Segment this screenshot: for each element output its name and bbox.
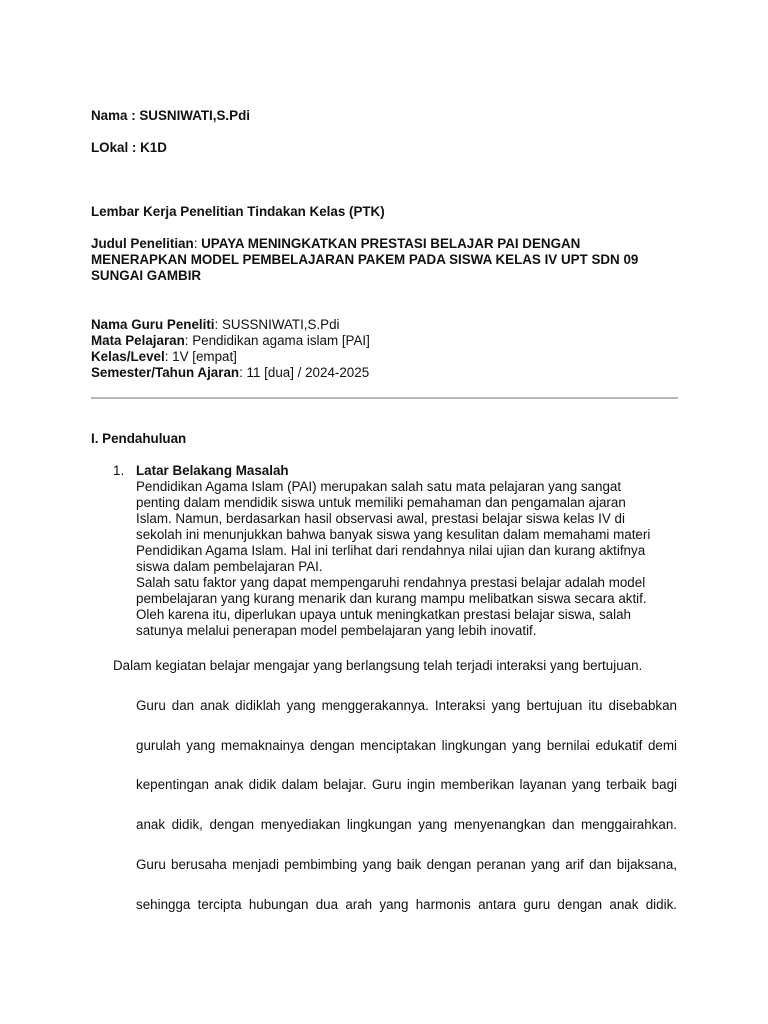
semester-value: : 11 [dua] / 2024-2025 <box>239 365 370 380</box>
list-number: 1. <box>113 463 125 478</box>
paragraph-line: siswa dalam pembelajaran PAI. <box>136 559 323 574</box>
horizontal-divider <box>91 397 678 399</box>
double-spaced-first-line: Dalam kegiatan belajar mengajar yang berlangsung telah terjadi interaksi yang bertujuan. <box>113 658 643 673</box>
document-title: Lembar Kerja Penelitian Tindakan Kelas (PTK) <box>91 204 385 219</box>
paragraph-line: Salah satu faktor yang dapat mempengaruhi rendahnya prestasi belajar adalah model <box>136 575 646 590</box>
paragraph-line: anak didik, dengan menyediakan lingkungan yang menyenangkan dan menggairahkan. <box>136 817 677 833</box>
kelas-label: Kelas/Level <box>91 349 165 364</box>
mapel-label: Mata Pelajaran <box>91 333 185 348</box>
paragraph-line: Guru berusaha menjadi pembimbing yang baik dengan peranan yang arif dan bijaksana, <box>136 856 677 872</box>
judul-text-1: UPAYA MENINGKATKAN PRESTASI BELAJAR PAI DENGAN <box>201 236 581 251</box>
paragraph-line: Oleh karena itu, diperlukan upaya untuk meningkatkan prestasi belajar siswa, salah <box>136 607 631 622</box>
judul-label: Judul Penelitian <box>91 236 194 251</box>
lokal-line: LOkal : K1D <box>91 140 167 155</box>
kelas-value: : 1V [empat] <box>164 349 237 364</box>
guru-line <box>91 317 340 333</box>
section-heading: I. Pendahuluan <box>91 431 187 446</box>
mapel-line <box>91 333 370 349</box>
judul-line-1 <box>91 236 580 252</box>
guru-label: Nama Guru Peneliti <box>91 317 215 332</box>
semester-label: Semester/Tahun Ajaran <box>91 365 240 380</box>
paragraph-line: Guru dan anak didiklah yang menggerakannya. Interaksi yang bertujuan itu disebabkan <box>136 698 677 713</box>
mapel-value: : Pendidikan agama islam [PAI] <box>184 333 370 348</box>
paragraph-line: Pendidikan Agama Islam. Hal ini terlihat dari rendahnya nilai ujian dan kurang aktifnya <box>136 543 646 558</box>
paragraph-line: kepentingan anak didik dalam belajar. Guru ingin memberikan layanan yang terbaik bagi <box>136 777 677 793</box>
guru-value: : SUSSNIWATI,S.Pdi <box>214 317 340 332</box>
kelas-line <box>91 349 237 365</box>
list-item-title: Latar Belakang Masalah <box>136 463 289 478</box>
paragraph-line: satunya melalui penerapan model pembelajaran yang lebih inovatif. <box>136 623 537 638</box>
paragraph-line: sekolah ini menunjukkan bahwa banyak siswa yang kesulitan dalam memahami materi <box>136 527 651 542</box>
paragraph-line: gurulah yang memaknainya dengan menciptakan lingkungan yang bernilai edukatif demi <box>136 737 677 753</box>
paragraph-line: pembelajaran yang kurang menarik dan kurang mampu melibatkan siswa secara aktif. <box>136 591 647 606</box>
paragraph-line: sehingga tercipta hubungan dua arah yang harmonis antara guru dengan anak didik. <box>136 896 677 912</box>
judul-separator: : <box>193 236 202 251</box>
semester-line <box>91 365 369 381</box>
paragraph-line: Pendidikan Agama Islam (PAI) merupakan salah satu mata pelajaran yang sangat <box>136 479 622 494</box>
paragraph-line: Islam. Namun, berdasarkan hasil observasi awal, prestasi belajar siswa kelas IV di <box>136 511 625 526</box>
paragraph-line: penting dalam mendidik siswa untuk memiliki pemahaman dan pengamalan ajaran <box>136 495 626 510</box>
judul-line-3: SUNGAI GAMBIR <box>91 268 202 283</box>
judul-line-2: MENERAPKAN MODEL PEMBELAJARAN PAKEM PADA SISWA KELAS IV UPT SDN 09 <box>91 252 639 267</box>
nama-line: Nama : SUSNIWATI,S.Pdi <box>91 108 250 123</box>
